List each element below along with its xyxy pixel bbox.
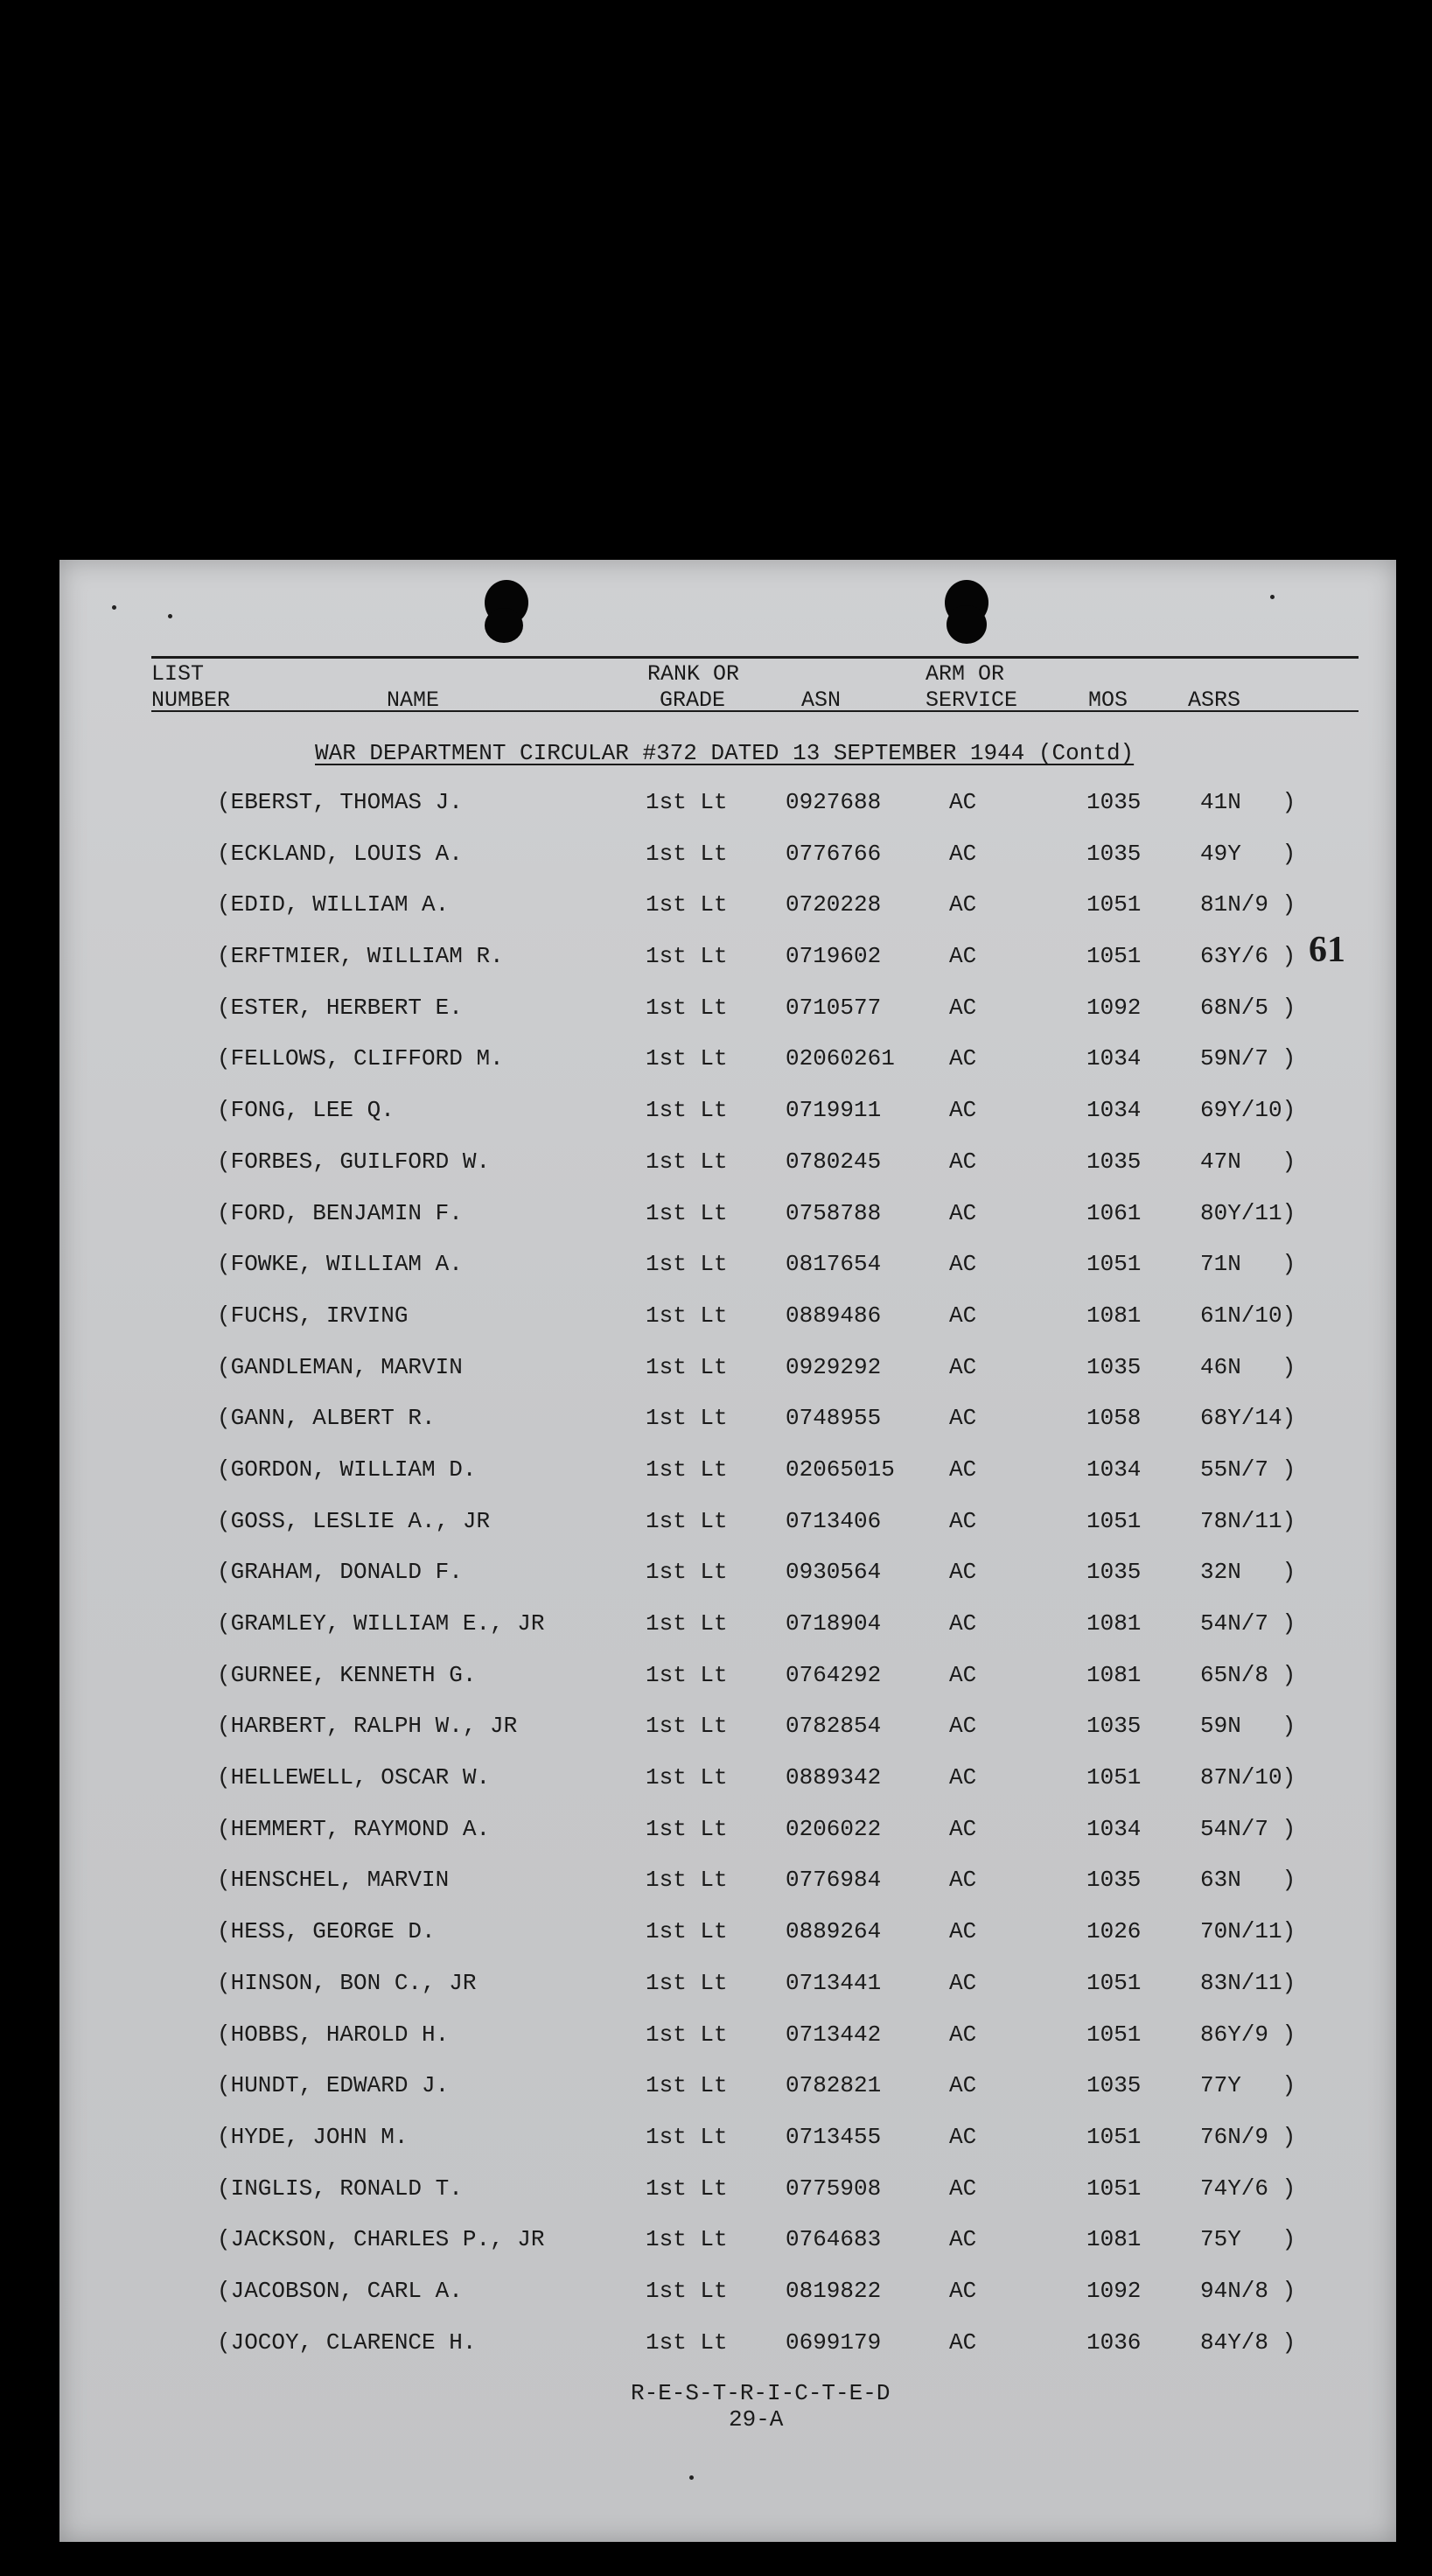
officer-arm: AC [949, 2021, 977, 2048]
officer-name: (HARBERT, RALPH W., JR [217, 1713, 518, 1740]
officer-mos: 1035 [1086, 2072, 1142, 2099]
list-row [59, 1200, 1396, 1252]
officer-name: (ECKLAND, LOUIS A. [217, 840, 463, 867]
list-row [59, 891, 1396, 943]
officer-arm: AC [949, 1456, 977, 1483]
officer-mos: 1034 [1086, 1097, 1142, 1124]
officer-asrs: 84Y/8 ) [1200, 2328, 1296, 2356]
officer-grade: 1st Lt [646, 1045, 728, 1072]
officer-arm: AC [949, 840, 977, 867]
officer-asrs: 75Y ) [1200, 2226, 1296, 2253]
punch-hole-left-lower [485, 608, 523, 643]
document-page [59, 560, 1396, 2542]
punch-hole-right-lower [947, 605, 987, 644]
officer-asrs: 78N/11) [1200, 1507, 1296, 1534]
header-asn: ASN [801, 688, 842, 713]
officer-asrs: 54N/7 ) [1200, 1610, 1296, 1637]
officer-name: (JACKSON, CHARLES P., JR [217, 2226, 545, 2253]
officer-mos: 1034 [1086, 1045, 1142, 1072]
officer-arm: AC [949, 1713, 977, 1740]
officer-arm: AC [949, 1815, 977, 1842]
list-row [59, 1970, 1396, 2021]
officer-arm: AC [949, 1507, 977, 1534]
officer-name: (HINSON, BON C., JR [217, 1969, 477, 1996]
officer-mos: 1092 [1086, 994, 1142, 1021]
list-row [59, 1662, 1396, 1714]
officer-asrs: 77Y ) [1200, 2072, 1296, 2099]
officer-grade: 1st Lt [646, 1867, 728, 1894]
officer-name: (FONG, LEE Q. [217, 1097, 395, 1124]
officer-name: (GOSS, LESLIE A., JR [217, 1507, 491, 1534]
officer-mos: 1092 [1086, 2277, 1142, 2304]
officer-asrs: 76N/9 ) [1200, 2123, 1296, 2150]
officer-arm: AC [949, 2226, 977, 2253]
list-row [59, 2124, 1396, 2175]
officer-grade: 1st Lt [646, 943, 728, 970]
officer-grade: 1st Lt [646, 1713, 728, 1740]
officer-arm: AC [949, 1559, 977, 1586]
officer-asn: 0699179 [786, 2328, 882, 2356]
officer-arm: AC [949, 1148, 977, 1175]
officer-list [59, 789, 1396, 2380]
officer-name: (HYDE, JOHN M. [217, 2123, 409, 2150]
page-number: 29-A [729, 2406, 784, 2433]
officer-asn: 0719911 [786, 1097, 882, 1124]
officer-mos: 1051 [1086, 891, 1142, 918]
officer-name: (HUNDT, EDWARD J. [217, 2072, 450, 2099]
officer-asn: 0930564 [786, 1559, 882, 1586]
officer-asrs: 59N ) [1200, 1713, 1296, 1740]
header-bottom-rule [151, 710, 1359, 712]
officer-asn: 0817654 [786, 1251, 882, 1278]
list-row [59, 1559, 1396, 1610]
officer-grade: 1st Lt [646, 2072, 728, 2099]
header-arm: ARM OR SERVICE [926, 661, 1018, 713]
officer-asn: 0718904 [786, 1610, 882, 1637]
officer-grade: 1st Lt [646, 994, 728, 1021]
ink-speck [112, 605, 116, 610]
officer-grade: 1st Lt [646, 1815, 728, 1842]
officer-asrs: 32N ) [1200, 1559, 1296, 1586]
officer-asrs: 87N/10) [1200, 1764, 1296, 1791]
header-name: NAME [387, 688, 440, 713]
list-row [59, 1251, 1396, 1302]
officer-asn: 0780245 [786, 1148, 882, 1175]
officer-asn: 0764683 [786, 2226, 882, 2253]
officer-mos: 1081 [1086, 2226, 1142, 2253]
officer-name: (HESS, GEORGE D. [217, 1918, 436, 1945]
officer-mos: 1061 [1086, 1199, 1142, 1226]
officer-asn: 0713441 [786, 1969, 882, 1996]
officer-asn: 02065015 [786, 1456, 895, 1483]
officer-grade: 1st Lt [646, 1097, 728, 1124]
officer-name: (ESTER, HERBERT E. [217, 994, 463, 1021]
officer-name: (JOCOY, CLARENCE H. [217, 2328, 477, 2356]
officer-mos: 1035 [1086, 1713, 1142, 1740]
officer-arm: AC [949, 994, 977, 1021]
list-row [59, 841, 1396, 892]
officer-name: (GORDON, WILLIAM D. [217, 1456, 477, 1483]
officer-grade: 1st Lt [646, 1969, 728, 1996]
officer-grade: 1st Lt [646, 891, 728, 918]
officer-name: (HOBBS, HAROLD H. [217, 2021, 450, 2048]
officer-arm: AC [949, 1353, 977, 1380]
officer-arm: AC [949, 1661, 977, 1688]
officer-asrs: 70N/11) [1200, 1918, 1296, 1945]
officer-asrs: 63Y/6 ) [1200, 943, 1296, 970]
list-row [59, 2021, 1396, 2073]
officer-arm: AC [949, 1199, 977, 1226]
officer-grade: 1st Lt [646, 2021, 728, 2048]
ink-speck [689, 2475, 694, 2480]
list-row [59, 1764, 1396, 1816]
officer-arm: AC [949, 891, 977, 918]
header-rank: RANK OR GRADE [647, 661, 740, 713]
officer-mos: 1035 [1086, 840, 1142, 867]
officer-asn: 0776766 [786, 840, 882, 867]
list-row [59, 1508, 1396, 1560]
officer-asn: 0720228 [786, 891, 882, 918]
officer-name: (GANN, ALBERT R. [217, 1405, 436, 1432]
header-asrs: ASRS [1188, 688, 1241, 713]
officer-asn: 0927688 [786, 789, 882, 815]
officer-mos: 1026 [1086, 1918, 1142, 1945]
officer-grade: 1st Lt [646, 1559, 728, 1586]
list-row [59, 1456, 1396, 1508]
officer-grade: 1st Lt [646, 2277, 728, 2304]
officer-asrs: 83N/11) [1200, 1969, 1296, 1996]
officer-grade: 1st Lt [646, 1251, 728, 1278]
officer-name: (EBERST, THOMAS J. [217, 789, 463, 815]
officer-asn: 0713406 [786, 1507, 882, 1534]
officer-asn: 0775908 [786, 2175, 882, 2202]
officer-name: (FELLOWS, CLIFFORD M. [217, 1045, 504, 1072]
officer-asrs: 68N/5 ) [1200, 994, 1296, 1021]
officer-asn: 0719602 [786, 943, 882, 970]
officer-grade: 1st Lt [646, 2328, 728, 2356]
list-row [59, 1816, 1396, 1867]
officer-mos: 1081 [1086, 1610, 1142, 1637]
officer-asn: 0819822 [786, 2277, 882, 2304]
list-row [59, 995, 1396, 1046]
officer-arm: AC [949, 1610, 977, 1637]
officer-asrs: 94N/8 ) [1200, 2277, 1296, 2304]
officer-arm: AC [949, 1867, 977, 1894]
officer-mos: 1051 [1086, 1507, 1142, 1534]
officer-grade: 1st Lt [646, 1661, 728, 1688]
officer-name: (ERFTMIER, WILLIAM R. [217, 943, 504, 970]
officer-asn: 0782854 [786, 1713, 882, 1740]
header-list-number: LIST NUMBER [151, 661, 231, 713]
officer-name: (GURNEE, KENNETH G. [217, 1661, 477, 1688]
officer-name: (GRAHAM, DONALD F. [217, 1559, 463, 1586]
list-row [59, 1713, 1396, 1764]
officer-mos: 1035 [1086, 1559, 1142, 1586]
officer-asn: 0889342 [786, 1764, 882, 1791]
officer-arm: AC [949, 943, 977, 970]
circular-title: WAR DEPARTMENT CIRCULAR #372 DATED 13 SEPTEMBER 1944 (Contd) [315, 740, 1135, 766]
officer-arm: AC [949, 1097, 977, 1124]
officer-asrs: 69Y/10) [1200, 1097, 1296, 1124]
officer-asrs: 54N/7 ) [1200, 1815, 1296, 1842]
officer-mos: 1081 [1086, 1302, 1142, 1329]
officer-mos: 1036 [1086, 2328, 1142, 2356]
officer-asrs: 61N/10) [1200, 1302, 1296, 1329]
officer-name: (INGLIS, RONALD T. [217, 2175, 463, 2202]
officer-arm: AC [949, 2072, 977, 2099]
list-row [59, 2175, 1396, 2227]
officer-asrs: 55N/7 ) [1200, 1456, 1296, 1483]
officer-asrs: 41N ) [1200, 789, 1296, 815]
officer-mos: 1058 [1086, 1405, 1142, 1432]
officer-grade: 1st Lt [646, 2226, 728, 2253]
officer-name: (HELLEWELL, OSCAR W. [217, 1764, 491, 1791]
list-row [59, 1148, 1396, 1200]
officer-name: (EDID, WILLIAM A. [217, 891, 450, 918]
officer-mos: 1035 [1086, 1148, 1142, 1175]
officer-asn: 0889264 [786, 1918, 882, 1945]
officer-arm: AC [949, 1302, 977, 1329]
officer-asn: 0713455 [786, 2123, 882, 2150]
officer-mos: 1081 [1086, 1661, 1142, 1688]
officer-asrs: 80Y/11) [1200, 1199, 1296, 1226]
list-row [59, 789, 1396, 841]
list-row [59, 1405, 1396, 1456]
officer-arm: AC [949, 1969, 977, 1996]
officer-grade: 1st Lt [646, 1405, 728, 1432]
header-mos: MOS [1088, 688, 1128, 713]
officer-grade: 1st Lt [646, 2175, 728, 2202]
officer-arm: AC [949, 1045, 977, 1072]
officer-mos: 1051 [1086, 1251, 1142, 1278]
officer-asn: 0713442 [786, 2021, 882, 2048]
ink-speck [168, 614, 172, 618]
officer-grade: 1st Lt [646, 789, 728, 815]
officer-mos: 1051 [1086, 1764, 1142, 1791]
officer-name: (FORBES, GUILFORD W. [217, 1148, 491, 1175]
officer-mos: 1051 [1086, 943, 1142, 970]
officer-name: (HENSCHEL, MARVIN [217, 1867, 450, 1894]
list-row [59, 2226, 1396, 2278]
officer-asrs: 71N ) [1200, 1251, 1296, 1278]
list-row [59, 1302, 1396, 1354]
officer-grade: 1st Lt [646, 1148, 728, 1175]
officer-grade: 1st Lt [646, 1456, 728, 1483]
officer-name: (FOWKE, WILLIAM A. [217, 1251, 463, 1278]
officer-arm: AC [949, 1764, 977, 1791]
officer-name: (FUCHS, IRVING [217, 1302, 409, 1329]
officer-arm: AC [949, 2123, 977, 2150]
officer-asrs: 59N/7 ) [1200, 1045, 1296, 1072]
officer-asn: 0764292 [786, 1661, 882, 1688]
list-row [59, 1610, 1396, 1662]
page-mark: 61 [1309, 930, 1345, 970]
officer-mos: 1051 [1086, 1969, 1142, 1996]
officer-asrs: 47N ) [1200, 1148, 1296, 1175]
officer-grade: 1st Lt [646, 1610, 728, 1637]
officer-grade: 1st Lt [646, 1764, 728, 1791]
officer-asrs: 65N/8 ) [1200, 1661, 1296, 1688]
header-top-rule [151, 656, 1359, 659]
officer-grade: 1st Lt [646, 1199, 728, 1226]
officer-grade: 1st Lt [646, 2123, 728, 2150]
officer-mos: 1051 [1086, 2123, 1142, 2150]
officer-asn: 0758788 [786, 1199, 882, 1226]
restricted-label: R-E-S-T-R-I-C-T-E-D [631, 2380, 891, 2406]
officer-mos: 1035 [1086, 789, 1142, 815]
officer-asn: 0782821 [786, 2072, 882, 2099]
list-row [59, 1867, 1396, 1918]
list-row [59, 1918, 1396, 1970]
officer-name: (GRAMLEY, WILLIAM E., JR [217, 1610, 545, 1637]
list-row [59, 943, 1396, 995]
officer-grade: 1st Lt [646, 1918, 728, 1945]
officer-arm: AC [949, 1918, 977, 1945]
officer-asn: 0206022 [786, 1815, 882, 1842]
officer-name: (GANDLEMAN, MARVIN [217, 1353, 463, 1380]
officer-name: (HEMMERT, RAYMOND A. [217, 1815, 491, 1842]
officer-mos: 1051 [1086, 2021, 1142, 2048]
officer-asn: 0889486 [786, 1302, 882, 1329]
officer-asn: 0929292 [786, 1353, 882, 1380]
officer-asrs: 86Y/9 ) [1200, 2021, 1296, 2048]
officer-grade: 1st Lt [646, 1353, 728, 1380]
officer-name: (JACOBSON, CARL A. [217, 2277, 463, 2304]
officer-asrs: 46N ) [1200, 1353, 1296, 1380]
officer-mos: 1034 [1086, 1456, 1142, 1483]
officer-asrs: 74Y/6 ) [1200, 2175, 1296, 2202]
list-row [59, 1097, 1396, 1148]
officer-asn: 0710577 [786, 994, 882, 1021]
officer-arm: AC [949, 2175, 977, 2202]
officer-arm: AC [949, 789, 977, 815]
officer-mos: 1051 [1086, 2175, 1142, 2202]
officer-mos: 1035 [1086, 1867, 1142, 1894]
list-row [59, 1354, 1396, 1406]
officer-asrs: 63N ) [1200, 1867, 1296, 1894]
list-row [59, 2329, 1396, 2381]
officer-arm: AC [949, 1251, 977, 1278]
officer-asn: 02060261 [786, 1045, 895, 1072]
ink-speck [1270, 595, 1275, 599]
officer-name: (FORD, BENJAMIN F. [217, 1199, 463, 1226]
officer-arm: AC [949, 2328, 977, 2356]
officer-asn: 0748955 [786, 1405, 882, 1432]
officer-grade: 1st Lt [646, 840, 728, 867]
officer-asrs: 68Y/14) [1200, 1405, 1296, 1432]
officer-arm: AC [949, 2277, 977, 2304]
officer-grade: 1st Lt [646, 1302, 728, 1329]
list-row [59, 2072, 1396, 2124]
officer-asrs: 81N/9 ) [1200, 891, 1296, 918]
officer-mos: 1035 [1086, 1353, 1142, 1380]
list-row [59, 1045, 1396, 1097]
officer-asn: 0776984 [786, 1867, 882, 1894]
officer-grade: 1st Lt [646, 1507, 728, 1534]
officer-arm: AC [949, 1405, 977, 1432]
list-row [59, 2278, 1396, 2329]
officer-mos: 1034 [1086, 1815, 1142, 1842]
officer-asrs: 49Y ) [1200, 840, 1296, 867]
